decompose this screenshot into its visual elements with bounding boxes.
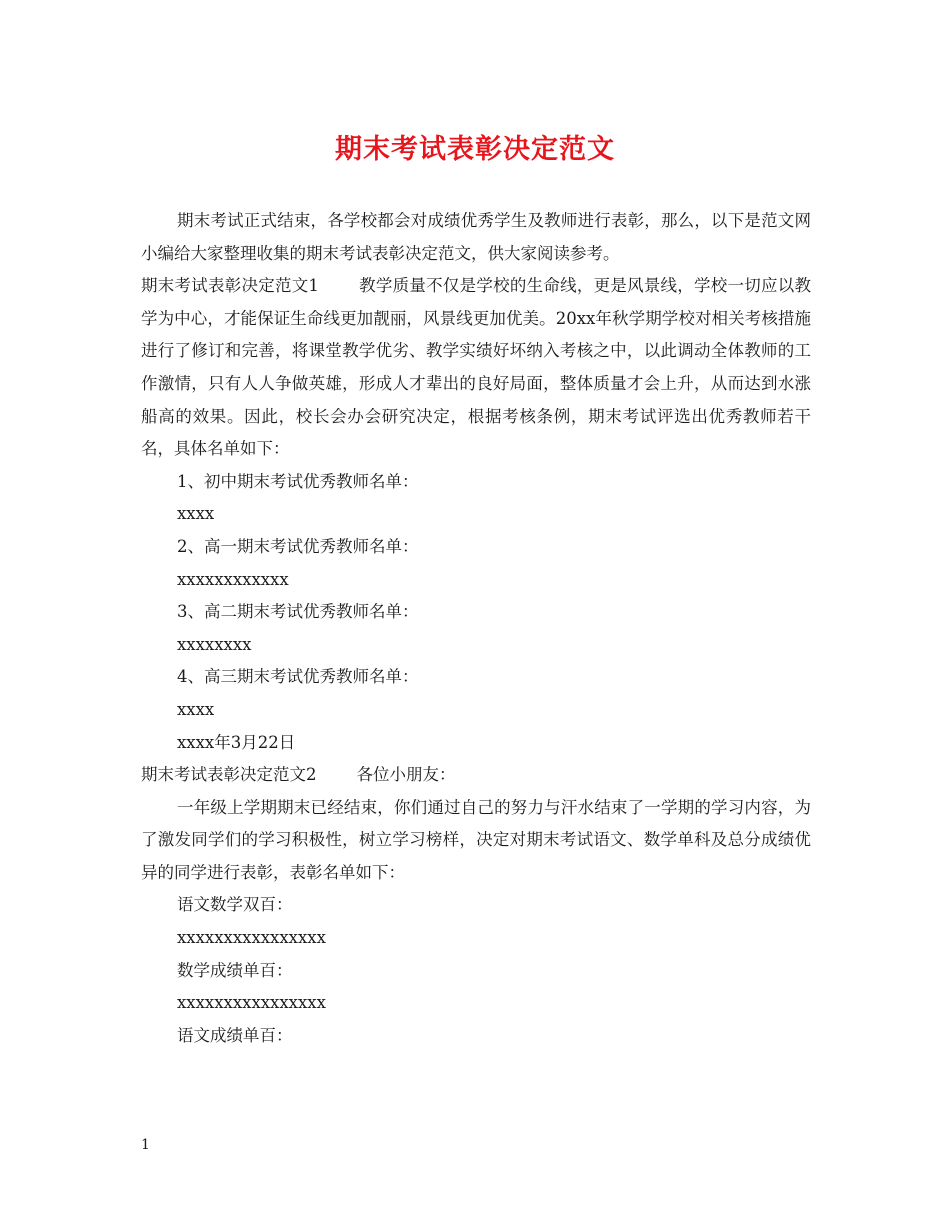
section1-list-label-1: 1、初中期末考试优秀教师名单： [177,471,419,491]
section1-paragraph [141,270,811,466]
section2-list-label-2: 数学成绩单百： [177,960,293,980]
section1-list-label-3: 3、高二期末考试优秀教师名单： [177,602,419,622]
section2-list-names-1: xxxxxxxxxxxxxxxx [177,928,326,948]
document-title: 期末考试表彰决定范文 [335,134,615,165]
intro-paragraph: 期末考试正式结束，各学校都会对成绩优秀学生及教师进行表彰，那么，以下是范文网小编给大家整理收集的期末考试表彰决定范文，供大家阅读参考。 [141,211,811,263]
document-body [141,205,811,1052]
section2-paragraph: 一年级上学期期末已经结束，你们通过自己的努力与汗水结束了一学期的学习内容，为了激发同学们的学习积极性，树立学习榜样，决定对期末考试语文、数学单科及总分成绩优异的同学进行表彰，表彰名单如下： [141,797,811,882]
section2-greeting: 各位小朋友： [356,765,456,785]
section2-list-label-1: 语文数学双百： [177,895,293,915]
page-number: 1 [141,1137,150,1153]
section1-list-label-4: 4、高三期末考试优秀教师名单： [177,667,419,687]
section2-heading: 期末考试表彰决定范文2 [141,765,317,785]
section2-last-label: 语文成绩单百： [177,1025,293,1045]
section2-heading-line [141,759,811,792]
section1-date: xxxx年3月22日 [177,732,296,752]
section1-list-names-1: xxxx [177,504,215,524]
section1-text: 教学质量不仅是学校的生命线，更是风景线，学校一切应以教学为中心，才能保证生命线更加靓丽，风景线更加优美。20xx年秋学期学校对相关考核措施进行了修订和完善，将课堂教学优劣、教学实绩好坏纳入考核之中，以此调动全体教师的工作激情，只有人人争做英雄，形成人才辈出的良好局面，整体质量才会上升，从而达到水涨船高的效果。因此，校长会办会研究决定，根据考核条例，期末考试评选出优秀教师若干名，具体名单如下： [141,276,812,459]
section1-list-names-4: xxxx [177,699,215,719]
section1-heading: 期末考试表彰决定范文1 [141,276,319,296]
section1-list-names-3: xxxxxxxx [177,634,252,654]
section1-list-names-2: xxxxxxxxxxxx [177,569,289,589]
section2-list-names-2: xxxxxxxxxxxxxxxx [177,993,326,1013]
section1-list-label-2: 2、高一期末考试优秀教师名单： [177,536,419,556]
